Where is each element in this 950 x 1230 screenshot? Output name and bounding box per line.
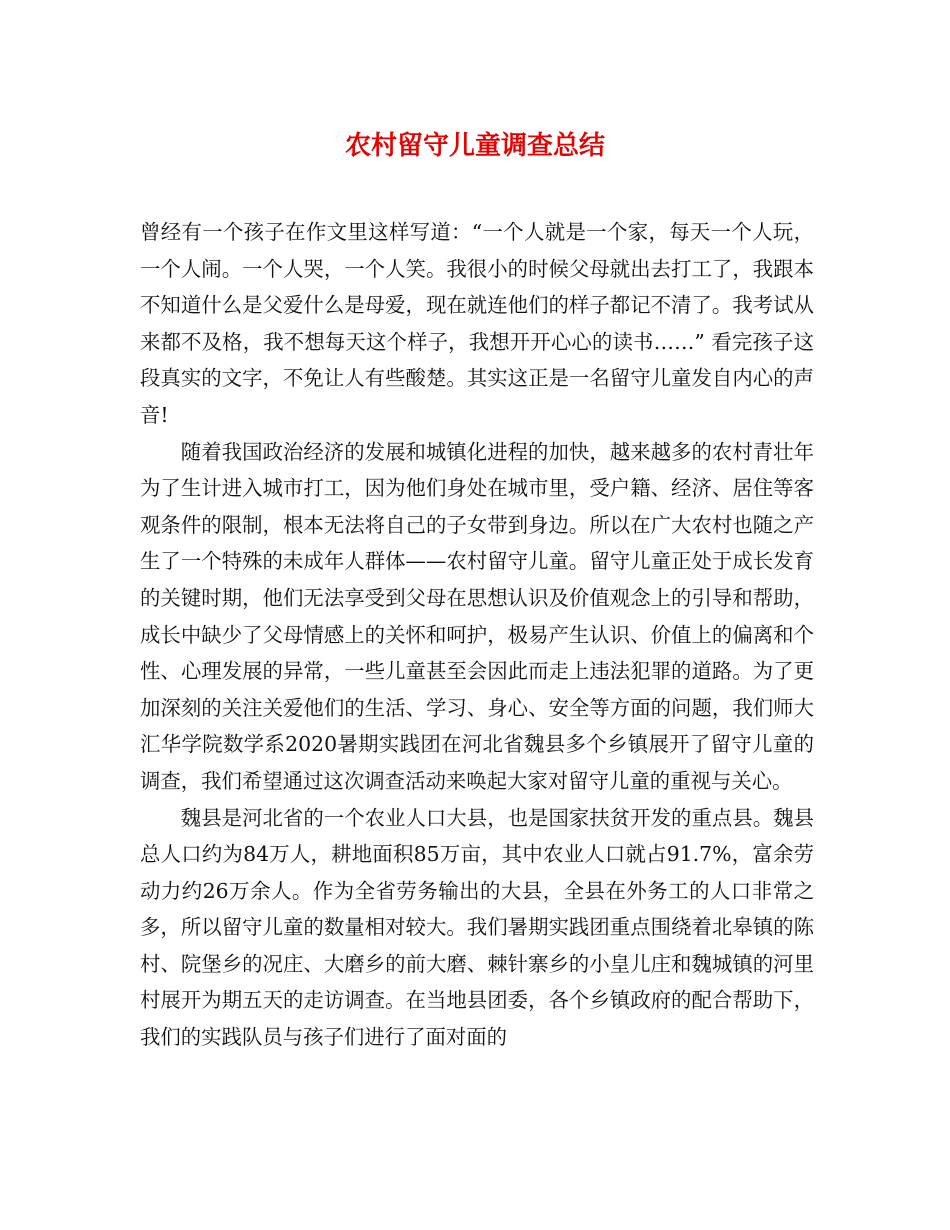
paragraph-3: 魏县是河北省的一个农业人口大县，也是国家扶贫开发的重点县。魏县总人口约为84万人，耕地面积85万亩，其中农业人口就占91.7%，富余劳动力约26万余人。作为全省劳务输出的大县，全县在外务工的人口非常之多，所以留守儿童的数量相对较大。我们暑期实践团重点围绕着北皋镇的陈村、院堡乡的况庄、大磨乡的前大磨、棘针寨乡的小皇儿庄和魏城镇的河里村展开为期五天的走访调查。在当地县团委，各个乡镇政府的配合帮助下，我们的实践队员与孩子们进行了面对面的: [140, 805, 814, 1050]
document-body: [140, 214, 814, 1056]
paragraph-2: 随着我国政治经济的发展和城镇化进程的加快，越来越多的农村青壮年为了生计进入城市打工，因为他们身处在城市里，受户籍、经济、居住等客观条件的限制，根本无法将自己的子女带到身边。所以在广大农村也随之产生了一个特殊的未成年人群体——农村留守儿童。留守儿童正处于成长发育的关键时期，他们无法享受到父母在思想认识及价值观念上的引导和帮助，成长中缺少了父母情感上的关怀和呵护，极易产生认识、价值上的偏离和个性、心理发展的异常，一些儿童甚至会因此而走上违法犯罪的道路。为了更加深刻的关注关爱他们的生活、学习、身心、安全等方面的问题，我们师大汇华学院数学系2020暑期实践团在河北省魏县多个乡镇展开了留守儿童的调查，我们希望通过这次调查活动来唤起大家对留守儿童的重视与关心。: [140, 439, 814, 793]
document-title: 农村留守儿童调查总结: [344, 131, 605, 161]
paragraph-1: 曾经有一个孩子在作文里这样写道：“一个人就是一个家，每天一个人玩，一个人闹。一个人哭，一个人笑。我很小的时候父母就出去打工了，我跟本不知道什么是父爱什么是母爱，现在就连他们的样子都记不清了。我考试从来都不及格，我不想每天这个样子，我想开开心心的读书……” 看完孩子这段真实的文字，不免让人有些酸楚。其实这正是一名留守儿童发自内心的声音!: [140, 220, 814, 427]
